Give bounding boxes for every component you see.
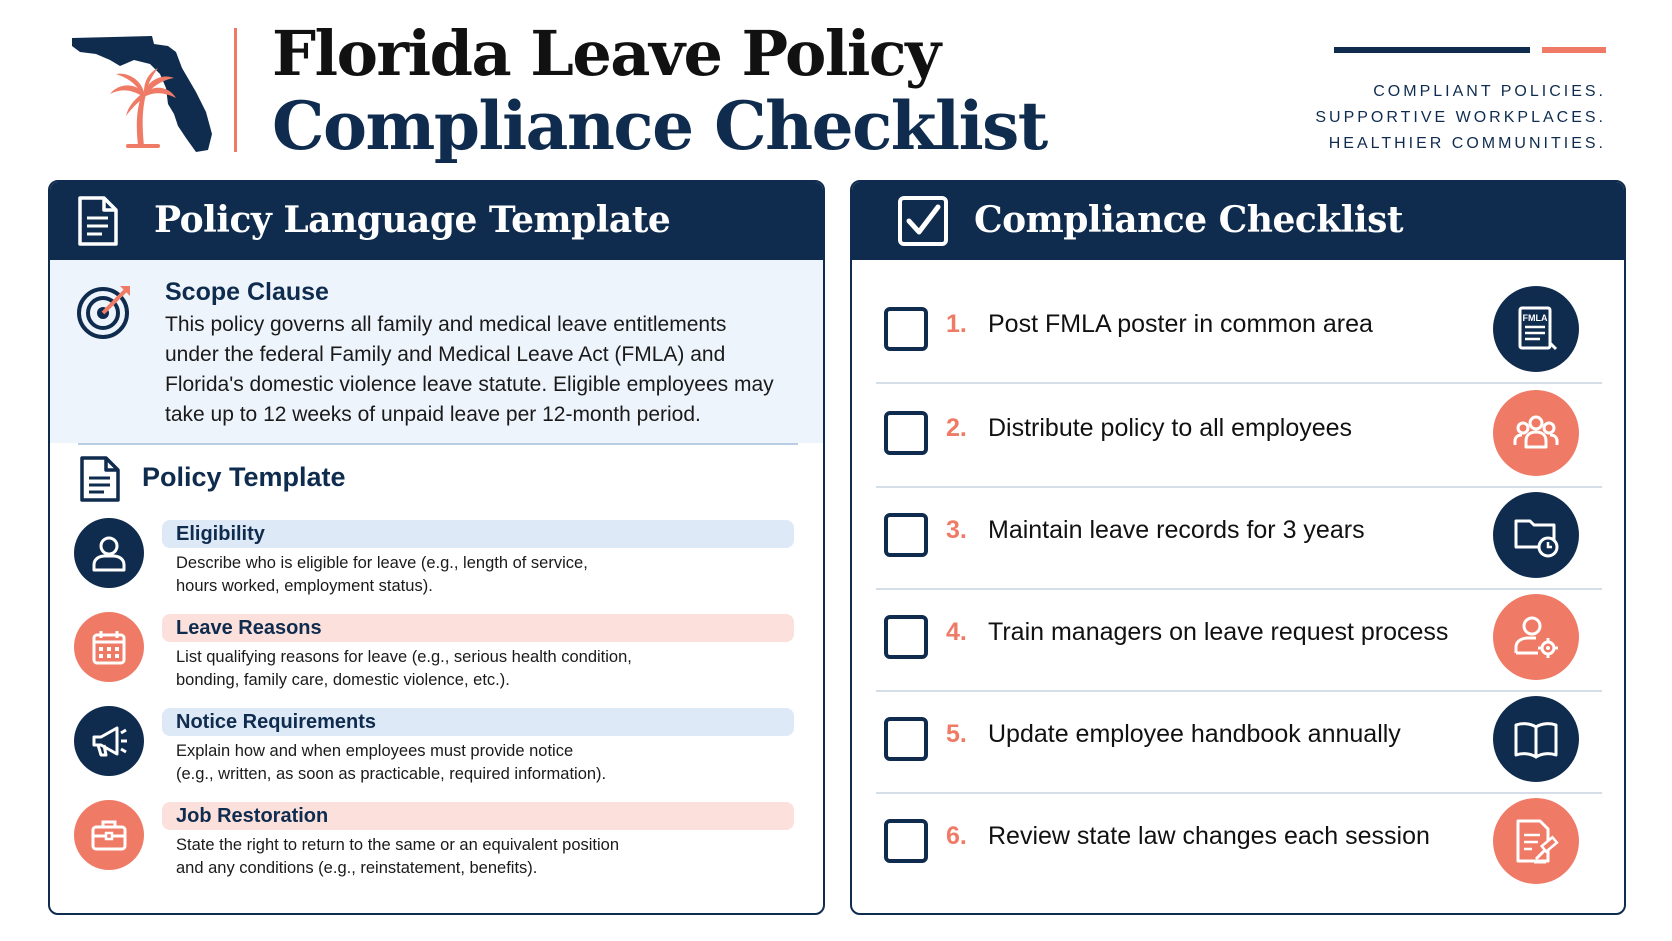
checklist-item-label: Update employee handbook annually xyxy=(988,720,1401,748)
section-divider xyxy=(78,443,798,445)
item-description-line: bonding, family care, domestic violence, etc.). xyxy=(176,671,510,689)
checklist-item-number: 3. xyxy=(946,516,967,544)
policy-template-icon xyxy=(78,455,122,503)
megaphone-icon xyxy=(89,721,129,761)
manager-gear-icon xyxy=(1512,613,1560,661)
checklist-item-number: 2. xyxy=(946,414,967,442)
page-title xyxy=(272,17,1047,165)
item-description-line: State the right to return to the same or an equivalent position xyxy=(176,836,620,854)
checklist-item-number: 6. xyxy=(946,822,967,850)
item-icon-circle xyxy=(74,800,144,870)
checklist-item-icon-circle xyxy=(1493,390,1579,476)
item-icon-circle xyxy=(74,518,144,588)
page-header xyxy=(0,0,1672,175)
checklist-item-number: 5. xyxy=(946,720,967,748)
checkbox-checked-icon xyxy=(896,194,950,248)
policy-template-item xyxy=(74,518,794,608)
tagline xyxy=(1315,79,1606,157)
checklist-item-icon-circle xyxy=(1493,696,1579,782)
book-icon xyxy=(1512,715,1560,763)
checklist-item xyxy=(876,584,1602,688)
checklist-item xyxy=(876,482,1602,586)
florida-palm-logo-icon xyxy=(70,30,220,155)
fmla-icon-text: FMLA xyxy=(1522,313,1548,323)
item-description-line: Explain how and when employees must provide notice xyxy=(176,742,574,760)
checklist-item-label: Train managers on leave request process xyxy=(988,618,1449,646)
checklist-checkbox[interactable] xyxy=(884,513,928,557)
checklist-item-label: Review state law changes each session xyxy=(988,822,1430,850)
item-description-line: hours worked, employment status). xyxy=(176,577,433,595)
checklist-panel-title: Compliance Checklist xyxy=(974,199,1403,241)
item-description xyxy=(176,646,776,692)
group-icon xyxy=(1512,409,1560,457)
item-description xyxy=(176,834,776,880)
item-icon-circle xyxy=(74,706,144,776)
document-gavel-icon xyxy=(1512,817,1560,865)
policy-template-item xyxy=(74,612,794,702)
checklist-item xyxy=(876,686,1602,790)
tagline-accent-bars xyxy=(1334,47,1606,53)
checklist-checkbox[interactable] xyxy=(884,819,928,863)
checklist-checkbox[interactable] xyxy=(884,411,928,455)
checklist-item-label: Post FMLA poster in common area xyxy=(988,310,1373,338)
tagline-line: HEALTHIER COMMUNITIES. xyxy=(1328,135,1606,152)
item-title: Notice Requirements xyxy=(176,711,377,733)
tagline-line: SUPPORTIVE WORKPLACES. xyxy=(1315,109,1606,126)
title-line-1: Florida Leave Policy xyxy=(272,17,940,90)
item-title: Job Restoration xyxy=(176,805,329,827)
item-description xyxy=(176,740,776,786)
item-title: Leave Reasons xyxy=(176,617,322,639)
item-description-line: (e.g., written, as soon as practicable, required information). xyxy=(176,765,607,783)
calendar-icon xyxy=(89,627,129,667)
scope-clause-title: Scope Clause xyxy=(165,278,329,306)
item-description-line: and any conditions (e.g., reinstatement, benefits). xyxy=(176,859,538,877)
compliance-checklist-panel xyxy=(850,180,1626,915)
briefcase-icon xyxy=(89,815,129,855)
header-divider xyxy=(234,28,237,152)
folder-clock-icon xyxy=(1512,511,1560,559)
item-description-line: Describe who is eligible for leave (e.g., length of service, xyxy=(176,554,588,572)
checklist-checkbox[interactable] xyxy=(884,615,928,659)
person-icon xyxy=(89,533,129,573)
checklist-item-number: 1. xyxy=(946,310,967,338)
checklist-item xyxy=(876,380,1602,484)
item-description-line: List qualifying reasons for leave (e.g., serious health condition, xyxy=(176,648,632,666)
policy-template-item xyxy=(74,706,794,796)
checklist-panel-header xyxy=(852,182,1624,260)
policy-panel-title: Policy Language Template xyxy=(154,199,671,241)
checklist-item-number: 4. xyxy=(946,618,967,646)
checklist-item-label: Maintain leave records for 3 years xyxy=(988,516,1365,544)
fmla-poster-icon xyxy=(1512,305,1560,353)
checklist-item-label: Distribute policy to all employees xyxy=(988,414,1353,442)
checklist-checkbox[interactable] xyxy=(884,307,928,351)
target-icon xyxy=(76,282,134,340)
item-title: Eligibility xyxy=(176,523,265,545)
tagline-line: COMPLIANT POLICIES. xyxy=(1373,83,1606,100)
policy-language-panel xyxy=(48,180,825,915)
checklist-checkbox[interactable] xyxy=(884,717,928,761)
checklist-item-icon-circle xyxy=(1493,594,1579,680)
item-icon-circle xyxy=(74,612,144,682)
policy-template-title: Policy Template xyxy=(142,462,346,492)
policy-panel-header xyxy=(50,182,823,260)
item-description xyxy=(176,552,776,598)
checklist-item xyxy=(876,276,1602,380)
title-line-2: Compliance Checklist xyxy=(272,87,1047,165)
scope-clause-section xyxy=(50,260,823,443)
scope-clause-text: This policy governs all family and medical leave entitlements under the federal Family and Medical Leave Act (FMLA) and Florida's domestic violence leave statute. Eligible employees may take up to 12 weeks of unpaid leave per 12-month period. xyxy=(165,313,774,426)
policy-template-item xyxy=(74,800,794,890)
checklist-item-icon-circle xyxy=(1493,492,1579,578)
document-icon xyxy=(70,194,124,248)
checklist-item-icon-circle xyxy=(1493,798,1579,884)
checklist-item-icon-circle xyxy=(1493,286,1579,372)
checklist-item xyxy=(876,788,1602,892)
